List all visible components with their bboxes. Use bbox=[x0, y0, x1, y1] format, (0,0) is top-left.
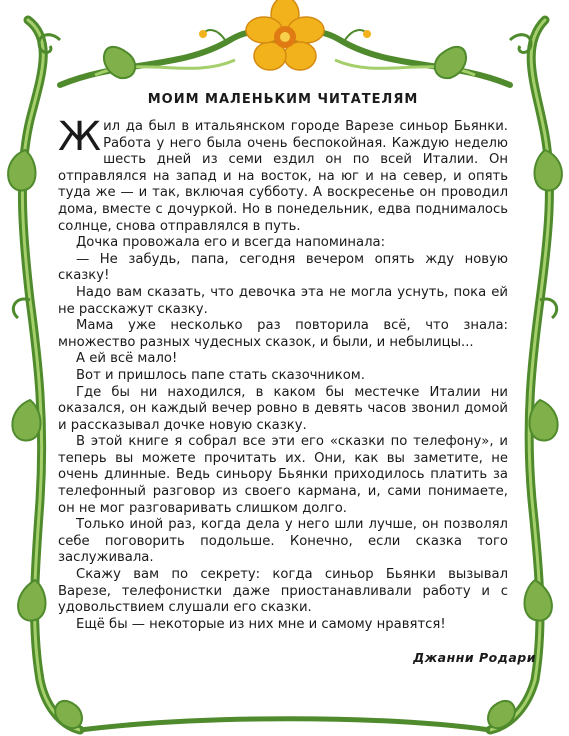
paragraph: Жил да был в итальянском городе Варезе синьор Бьянки. Работа у него была очень беспокойная. Каждую неделю шесть дней из семи ездил он по всей Италии. Он отправлялся на запад и на восток, на юг и на север, и опять туда же — и так, включая субботу. А воскресенье он проводил дома, вместе с дочуркой. Но в понедельник, едва поднималось солнце, снова отправлялся в путь. bbox=[58, 114, 508, 234]
paragraph: Где бы ни находился, в каком бы местечке Италии ни оказался, он каждый вечер ровно в девять часов звонил домой и рассказывал дочке новую сказку. bbox=[58, 384, 508, 433]
paragraph: — Не забудь, папа, сегодня вечером опять жду новую сказку! bbox=[58, 251, 508, 284]
story-text bbox=[58, 114, 536, 667]
paragraph: Дочка провожала его и всегда напоминала: bbox=[76, 235, 386, 251]
paragraph: Надо вам сказать, что девочка эта не могла уснуть, пока ей не расскажут сказку. bbox=[58, 284, 508, 317]
paragraph: В этой книге я собрал все эти его «сказки по телефону», и теперь вы можете прочитать их. Они, как вы заметите, не очень длинные. Ведь синьору Бьянки приходилось платить за телефонный разговор из своего кармана, и, сами понимаете, он не мог разговаривать слишком долго. bbox=[58, 434, 508, 516]
paragraph: Вот и пришлось папе стать сказочником. bbox=[76, 367, 365, 383]
paragraph: Только иной раз, когда дела у него шли лучше, он позволял себе поговорить подольше. Конечно, если сказка того заслуживала. bbox=[58, 517, 508, 566]
flower-icon bbox=[246, 0, 324, 70]
author-signature: Джанни Родари bbox=[413, 650, 536, 666]
page-title: МОИМ МАЛЕНЬКИМ ЧИТАТЕЛЯМ bbox=[147, 92, 419, 107]
paragraph: Скажу вам по секрету: когда синьор Бьянки вызывал Варезе, телефонистки даже приостанавливали работу и с удовольствием слушали его сказки. bbox=[58, 567, 508, 616]
paragraph: А ей всё мало! bbox=[76, 351, 178, 367]
paragraph: Ещё бы — некоторые из них мне и самому нравятся! bbox=[76, 616, 446, 632]
drop-cap: Ж bbox=[58, 114, 102, 160]
text-page bbox=[40, 92, 536, 667]
paragraph: Мама уже несколько раз повторила всё, что знала: множество разных чудесных сказок, и были, и небылицы... bbox=[58, 318, 508, 350]
